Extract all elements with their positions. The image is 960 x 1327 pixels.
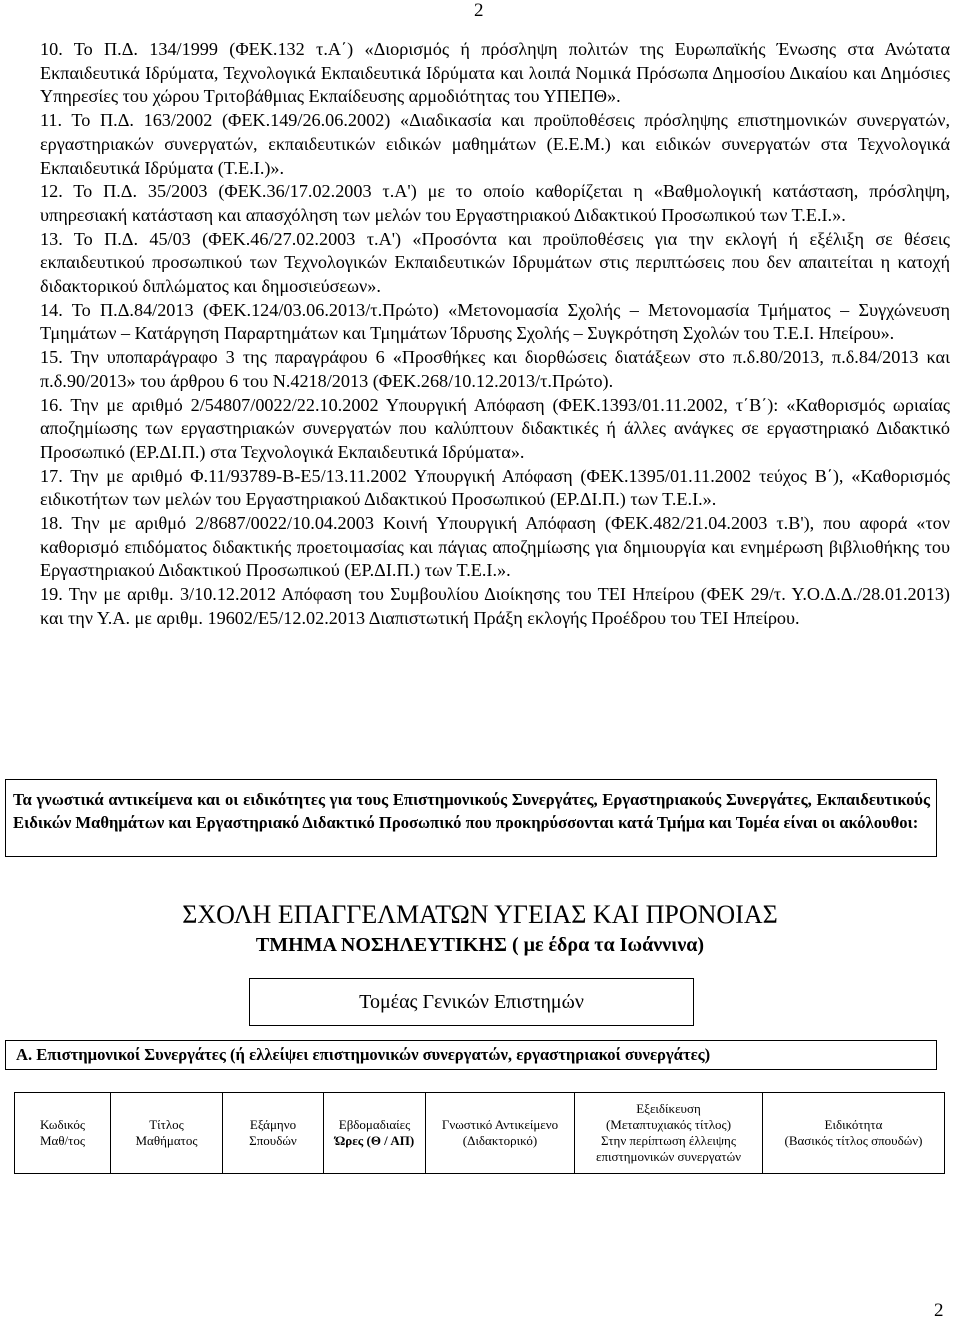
reference-item: 16. Την με αριθμό 2/54807/0022/22.10.2002 Υπουργική Απόφαση (ΦΕΚ.1393/01.11.2002, τ΄Β΄): «Καθορισμός ωριαίας αποζημίωσης των εργαστηριακών συνεργατών που καλύπτουν διδακτικές ή άλλες ανάγκες σε εργαστηριακό Διδακτικό Προσωπικό (ΕΡ.ΔΙ.Π.) στα Τεχνολογικά Εκπαιδευτικά Ιδρύματα». [40,394,950,462]
header-weekly-hours: Εβδομαδιαίες Ώρες (Θ / ΑΠ) [324,1093,426,1174]
reference-item: 17. Την με αριθμό Φ.11/93789-Β-Ε5/13.11.2002 Υπουργική Απόφαση (ΦΕΚ.1395/01.11.2002 τεύχος Β΄), «Καθορισμός ειδικοτήτων των μελών του Εργαστηριακού Διδακτικού Προσωπικού (ΕΡ.ΔΙ.Π.) των Τ.Ε.Ι.». [40,465,950,510]
positions-table-header [14,1092,945,1174]
page-number-top: 2 [474,0,484,21]
header-specialization: Εξειδίκευση (Μεταπτυχιακός τίτλος) Στην περίπτωση έλλειψης επιστημονικών συνεργατών [575,1093,763,1174]
legal-references-list [40,38,950,631]
reference-item: 12. Το Π.Δ. 35/2003 (ΦΕΚ.36/17.02.2003 τ.Α') με το οποίο καθορίζεται η «Βαθμολογική κατάσταση, πρόσληψη, υπηρεσιακή κατάσταση και απασχόληση των μελών του Εργαστηριακού Διδακτικού Προσωπικού των Τ.Ε.Ι.». [40,181,950,225]
reference-item: 10. Το Π.Δ. 134/1999 (ΦΕΚ.132 τ.Α΄) «Διορισμός ή πρόσληψη πολιτών της Ευρωπαϊκής Ένωσης στα Ανώτατα Εκπαιδευτικά Ιδρύματα, Τεχνολογικά Εκπαιδευτικά Ιδρύματα και λοιπά Νομικά Πρόσωπα Δημοσίου Δικαίου και Δημόσιες Υπηρεσίες του χώρου Τριτοβάθμιας Εκπαίδευσης αρμοδιότητας του ΥΠΕΠΘ». [40,39,950,107]
reference-item: 14. Το Π.Δ.84/2013 (ΦΕΚ.124/03.06.2013/τ.Πρώτο) «Μετονομασία Σχολής – Μετονομασία Τμήματος – Συγχώνευση Τμημάτων – Κατάργηση Παραρτημάτων και Τμημάτων Ίδρυσης Σχολής – Συγκρότηση Σχολών του Τ.Ε.Ι. Ηπείρου». [40,299,950,344]
intro-box: Τα γνωστικά αντικείμενα και οι ειδικότητες για τους Επιστημονικούς Συνεργάτες, Εργαστηριακούς Συνεργάτες, Εκπαιδευτικούς Ειδικών Μαθημάτων και Εργαστηριακό Διδακτικό Προσωπικό που προκηρύσσονται κατά Τμήμα και Τομέα είναι οι ακόλουθοι: [5,779,937,857]
section-a-heading: Α. Επιστημονικοί Συνεργάτες (ή ελλείψει επιστημονικών συνεργατών, εργαστηριακοί συνεργάτες) [5,1040,937,1070]
department-title: ΤΜΗΜΑ ΝΟΣΗΛΕΥΤΙΚΗΣ ( με έδρα τα Ιωάννινα) [255,934,705,956]
school-title: ΣΧΟΛΗ ΕΠΑΓΓΕΛΜΑΤΩΝ ΥΓΕΙΑΣ ΚΑΙ ΠΡΟΝΟΙΑΣ [182,900,778,929]
header-semester: Εξάμηνο Σπουδών [223,1093,324,1174]
reference-item: 15. Την υποπαράγραφο 3 της παραγράφου 6 «Προσθήκες και διορθώσεις διατάξεων στο π.δ.80/2013, π.δ.84/2013 και π.δ.90/2013» του άρθρου 6 του Ν.4218/2013 (ΦΕΚ.268/10.12.2013/τ.Πρώτο). [40,347,950,391]
sector-title-box [249,978,694,1026]
header-specialty: Ειδικότητα (Βασικός τίτλος σπουδών) [763,1093,945,1174]
sector-title: Τομέας Γενικών Επιστημών [359,990,584,1013]
header-course-title: Τίτλος Μαθήματος [111,1093,223,1174]
header-subject-area: Γνωστικό Αντικείμενο (Διδακτορικό) [426,1093,575,1174]
page-number-bottom: 2 [934,1300,944,1321]
reference-item: 13. Το Π.Δ. 45/03 (ΦΕΚ.46/27.02.2003 τ.Α') «Προσόντα και προϋποθέσεις για την εκλογή ή εξέλιξη σε θέσεις εκπαιδευτικού προσωπικού των Τεχνολογικών Εκπαιδευτικών Ιδρυμάτων στις περιπτώσεις που δεν απαιτείται η κατοχή διδακτορικού διπλώματος και δημοσιεύσεων». [40,228,950,297]
header-course-code: Κωδικός Μαθ/τος [15,1093,111,1174]
reference-item: 19. Την με αριθμ. 3/10.12.2012 Απόφαση του Συμβουλίου Διοίκησης του ΤΕΙ Ηπείρου (ΦΕΚ 29/τ. Υ.Ο.Δ.Δ./28.01.2013) και την Υ.Α. με αριθμ. 19602/Ε5/12.02.2013 Διαπιστωτική Πράξη εκλογής Προέδρου του ΤΕΙ Ηπείρου. [40,584,950,628]
table-header-row [15,1093,945,1174]
reference-item: 18. Την με αριθμό 2/8687/0022/10.04.2003 Κοινή Υπουργική Απόφαση (ΦΕΚ.482/21.04.2003 τ.Β'), που αφορά «τον καθορισμό επιδόματος διδακτικής προετοιμασίας και πάγιας αποζημίωσης για δημιουργία και ενημέρωση βιβλιοθήκης του Εργαστηριακού Διδακτικού Προσωπικού (ΕΡ.ΔΙ.Π.) των Τ.Ε.Ι.». [40,513,950,581]
reference-item: 11. Το Π.Δ. 163/2002 (ΦΕΚ.149/26.06.2002) «Διαδικασία και προϋποθέσεις πρόσληψης επιστημονικών συνεργατών, εργαστηριακών συνεργατών, εκπαιδευτικών ειδικών μαθημάτων (Ε.Ε.Μ.) και ειδικών συνεργατών στα Τεχνολογικά Εκπαιδευτικά Ιδρύματα (Τ.Ε.Ι.)». [40,110,950,178]
